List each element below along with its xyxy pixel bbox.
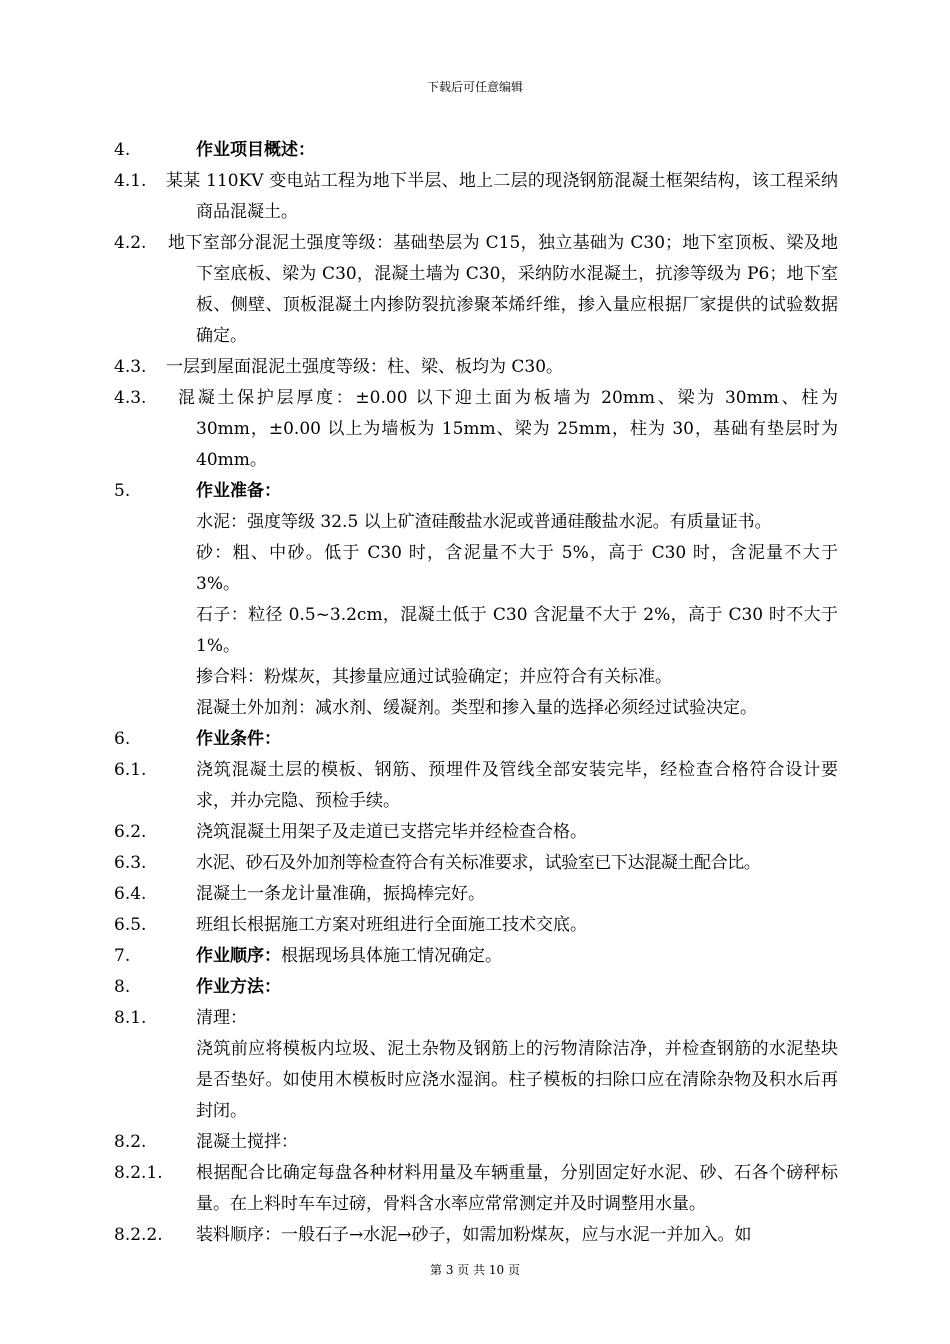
page-header: 下载后可任意编辑	[426, 80, 523, 94]
paragraph-8-2	[114, 1127, 838, 1158]
para-number: 8.2.2.	[114, 1225, 163, 1245]
document-body	[114, 135, 838, 1251]
section-heading: 作业方法：	[196, 977, 281, 997]
para-number: 8.2.	[114, 1132, 147, 1152]
para-text: 水泥、砂石及外加剂等检查符合有关标准要求，试验室已下达混凝土配合比。	[196, 853, 761, 873]
section-7	[114, 941, 838, 972]
prep-sand	[114, 538, 838, 600]
paragraph-6-1	[114, 755, 838, 817]
para-number: 4.1.	[114, 171, 147, 191]
section-5	[114, 476, 838, 507]
para-text: 混凝土一条龙计量准确，振捣棒完好。	[196, 884, 485, 904]
para-number: 6.5.	[114, 915, 147, 935]
para-number: 6.	[114, 729, 131, 749]
paragraph-8-2-2	[114, 1220, 838, 1251]
para-text: 浇筑混凝土层的模板、钢筋、预埋件及管线全部安装完毕，经检查合格符合设计要求，并办完隐、预检手续。	[196, 760, 838, 811]
para-text: 根据现场具体施工情况确定。	[281, 946, 502, 966]
para-number: 6.2.	[114, 822, 147, 842]
paragraph-6-3	[114, 848, 838, 879]
para-text: 混凝土保护层厚度：±0.00 以下迎土面为板墙为 20mm、梁为 30mm、柱为 30mm，±0.00 以上为墙板为 15mm、梁为 25mm，柱为 30，基础有垫层时为 40mm。	[178, 388, 838, 470]
para-number: 4.	[114, 140, 131, 160]
para-number: 4.2.	[114, 233, 147, 253]
para-number: 4.3.	[114, 388, 147, 408]
section-6	[114, 724, 838, 755]
paragraph-6-4	[114, 879, 838, 910]
prep-cement	[114, 507, 838, 538]
prep-stone	[114, 600, 838, 662]
para-text: 浇筑混凝土用架子及走道已支搭完毕并经检查合格。	[196, 822, 587, 842]
paragraph-4-3b	[114, 383, 838, 476]
section-heading: 作业项目概述：	[196, 140, 315, 160]
paragraph-4-1	[114, 166, 838, 228]
para-text: 混凝土外加剂：减水剂、缓凝剂。类型和掺入量的选择必须经过试验决定。	[196, 698, 757, 718]
para-number: 8.1.	[114, 1008, 147, 1028]
para-number: 8.2.1.	[114, 1163, 163, 1183]
paragraph-8-2-1	[114, 1158, 838, 1220]
paragraph-8-1-body	[114, 1034, 838, 1127]
para-text: 浇筑前应将模板内垃圾、泥土杂物及钢筋上的污物清除洁净，并检查钢筋的水泥垫块是否垫好。如使用木模板时应浇水湿润。柱子模板的扫除口应在清除杂物及积水后再封闭。	[196, 1039, 838, 1121]
para-text: 混凝土搅拌：	[196, 1132, 298, 1152]
prep-admixture	[114, 662, 838, 693]
para-text: 一层到屋面混泥土强度等级：柱、梁、板均为 C30。	[166, 357, 564, 377]
paragraph-6-2	[114, 817, 838, 848]
page-footer: 第 3 页 共 10 页	[430, 1263, 520, 1277]
section-heading: 作业顺序：	[196, 946, 281, 966]
paragraph-4-2	[114, 228, 838, 352]
paragraph-8-1	[114, 1003, 838, 1034]
para-text: 装料顺序：一般石子→水泥→砂子，如需加粉煤灰，应与水泥一并加入。如	[196, 1225, 752, 1245]
para-text: 水泥：强度等级 32.5 以上矿渣硅酸盐水泥或普通硅酸盐水泥。有质量证书。	[196, 512, 772, 532]
para-text: 根据配合比确定每盘各种材料用量及车辆重量，分别固定好水泥、砂、石各个磅秤标量。在上料时车车过磅，骨料含水率应常常测定并及时调整用水量。	[196, 1163, 838, 1214]
para-number: 6.3.	[114, 853, 147, 873]
para-text: 掺合料：粉煤灰，其掺量应通过试验确定；并应符合有关标准。	[196, 667, 672, 687]
section-4	[114, 135, 838, 166]
para-text: 清理：	[196, 1008, 247, 1028]
paragraph-6-5	[114, 910, 838, 941]
para-text: 地下室部分混泥土强度等级：基础垫层为 C15，独立基础为 C30；地下室顶板、梁及地下室底板、梁为 C30，混凝土墙为 C30，采纳防水混凝土，抗渗等级为 P6；地下室板、侧壁、顶板混凝土内掺防裂抗渗聚苯烯纤维，掺入量应根据厂家提供的试验数据确定。	[168, 233, 838, 346]
paragraph-4-3a	[114, 352, 838, 383]
prep-additive	[114, 693, 838, 724]
para-number: 6.1.	[114, 760, 147, 780]
section-heading: 作业准备：	[196, 481, 281, 501]
section-heading: 作业条件：	[196, 729, 281, 749]
para-text: 某某 110KV 变电站工程为地下半层、地上二层的现浇钢筋混凝土框架结构，该工程采纳商品混凝土。	[166, 171, 838, 222]
section-8	[114, 972, 838, 1003]
para-number: 6.4.	[114, 884, 147, 904]
para-number: 5.	[114, 481, 131, 501]
para-number: 7.	[114, 946, 131, 966]
para-text: 石子：粒径 0.5~3.2cm，混凝土低于 C30 含泥量不大于 2%，高于 C30 时不大于 1%。	[196, 605, 838, 656]
para-text: 砂：粗、中砂。低于 C30 时，含泥量不大于 5%，高于 C30 时，含泥量不大于 3%。	[196, 543, 838, 594]
para-text: 班组长根据施工方案对班组进行全面施工技术交底。	[196, 915, 587, 935]
para-number: 8.	[114, 977, 131, 997]
para-number: 4.3.	[114, 357, 147, 377]
